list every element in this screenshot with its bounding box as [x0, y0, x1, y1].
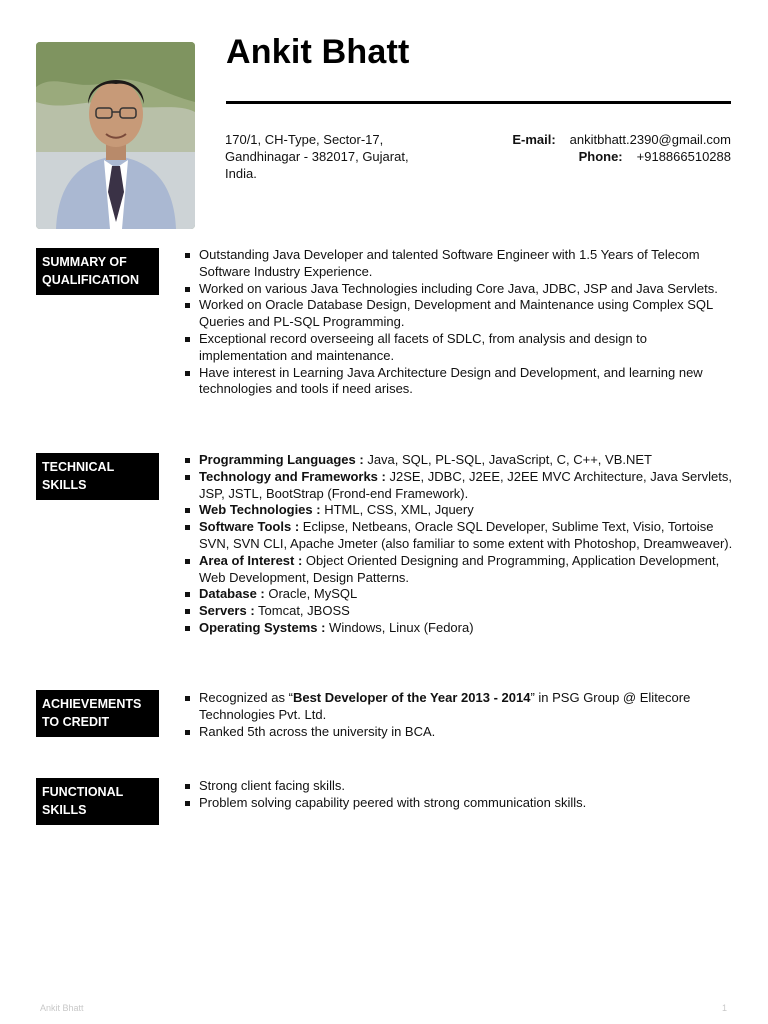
- section-label-technical: [36, 453, 159, 500]
- skill-value: Object Oriented Designing and Programming, Application Development, Web Development, Design Patterns.: [199, 552, 720, 585]
- skill-key: Software Tools :: [199, 519, 300, 535]
- list-item: [183, 620, 733, 637]
- list-item: Strong client facing skills.: [183, 778, 733, 795]
- skill-key: Servers :: [199, 603, 255, 619]
- section-label-functional: [36, 778, 159, 825]
- section-label-summary: [36, 248, 159, 295]
- skill-value: Eclipse, Netbeans, Oracle SQL Developer, Sublime Text, Visio, Tortoise SVN, SVN CLI, Apache Jmeter (also familiar to some extent with Photoshop, Dreamweaver).: [199, 519, 733, 551]
- skill-value: Windows, Linux (Fedora): [325, 619, 474, 635]
- functional-skills-list: [183, 778, 733, 812]
- achievement-text: Recognized as “: [199, 690, 293, 705]
- skill-value: HTML, CSS, XML, Jquery: [320, 502, 474, 518]
- skill-value: Tomcat, JBOSS: [254, 603, 350, 619]
- list-item: Exceptional record overseeing all facets of SDLC, from analysis and design to implementation and maintenance.: [183, 331, 733, 365]
- section-label-line: SKILLS: [42, 802, 87, 817]
- list-item: [183, 502, 733, 519]
- skill-key: Area of Interest :: [199, 552, 303, 568]
- contact-info: [512, 131, 731, 165]
- list-item: [183, 452, 733, 469]
- candidate-name: Ankit Bhatt: [226, 33, 410, 71]
- list-item: [183, 690, 733, 724]
- skill-key: Database :: [199, 586, 265, 602]
- skill-value: Java, SQL, PL-SQL, JavaScript, C, C++, VB.NET: [363, 452, 652, 467]
- list-item: Worked on Oracle Database Design, Development and Maintenance using Complex SQL Queries and PL-SQL Programming.: [183, 297, 733, 331]
- phone-label: Phone:: [578, 149, 623, 164]
- summary-list: [183, 247, 733, 398]
- phone-row: [512, 148, 731, 165]
- skill-key: Operating Systems :: [199, 619, 326, 635]
- section-label-line: FUNCTIONAL: [42, 785, 124, 799]
- section-label-line: QUALIFICATION: [42, 272, 139, 287]
- list-item: [183, 586, 733, 603]
- profile-photo: [36, 42, 195, 229]
- email-label: E-mail:: [512, 132, 556, 147]
- address-line: India.: [225, 166, 257, 181]
- skill-key: Web Technologies :: [199, 502, 321, 518]
- list-item: [183, 519, 733, 553]
- skill-key: Technology and Frameworks :: [199, 468, 386, 484]
- skill-key: Programming Languages :: [199, 452, 364, 467]
- list-item: [183, 603, 733, 620]
- achievement-highlight: Best Developer of the Year 2013 - 2014: [292, 690, 531, 705]
- list-item: [183, 469, 733, 503]
- phone-value: +918866510288: [636, 149, 731, 164]
- section-label-line: TECHNICAL: [42, 460, 115, 474]
- header-divider: [226, 101, 731, 104]
- technical-skills-list: [183, 452, 733, 637]
- section-label-line: SUMMARY OF: [42, 255, 127, 269]
- section-label-achievements: [36, 690, 159, 737]
- address-line: Gandhinagar - 382017, Gujarat,: [225, 149, 409, 164]
- list-item: Ranked 5th across the university in BCA.: [183, 724, 733, 741]
- list-item: Problem solving capability peered with strong communication skills.: [183, 795, 733, 812]
- achievement-text: ” in PSG Group @ Elitecore Technologies Pvt. Ltd.: [199, 690, 691, 722]
- section-label-line: TO CREDIT: [42, 714, 110, 729]
- skill-value: J2SE, JDBC, J2EE, J2EE MVC Architecture, Java Servlets, JSP, JSTL, BootStrap (Frond-end Framework).: [199, 468, 732, 501]
- list-item: [183, 553, 733, 587]
- list-item: Have interest in Learning Java Architecture Design and Development, and learning new technologies and tools if need arises.: [183, 365, 733, 399]
- email-value[interactable]: ankitbhatt.2390@gmail.com: [569, 132, 731, 147]
- footer-name: Ankit Bhatt: [40, 1003, 84, 1013]
- address: [225, 131, 465, 182]
- section-label-line: ACHIEVEMENTS: [42, 697, 142, 711]
- section-label-line: SKILLS: [42, 477, 87, 492]
- skill-value: Oracle, MySQL: [264, 586, 358, 602]
- list-item: Outstanding Java Developer and talented Software Engineer with 1.5 Years of Telecom Software Industry Experience.: [183, 247, 733, 281]
- email-row: [512, 131, 731, 148]
- page-number: 1: [721, 1003, 727, 1013]
- achievements-list: [183, 690, 733, 740]
- address-line: 170/1, CH-Type, Sector-17,: [225, 132, 384, 147]
- list-item: Worked on various Java Technologies including Core Java, JDBC, JSP and Java Servlets.: [183, 281, 733, 298]
